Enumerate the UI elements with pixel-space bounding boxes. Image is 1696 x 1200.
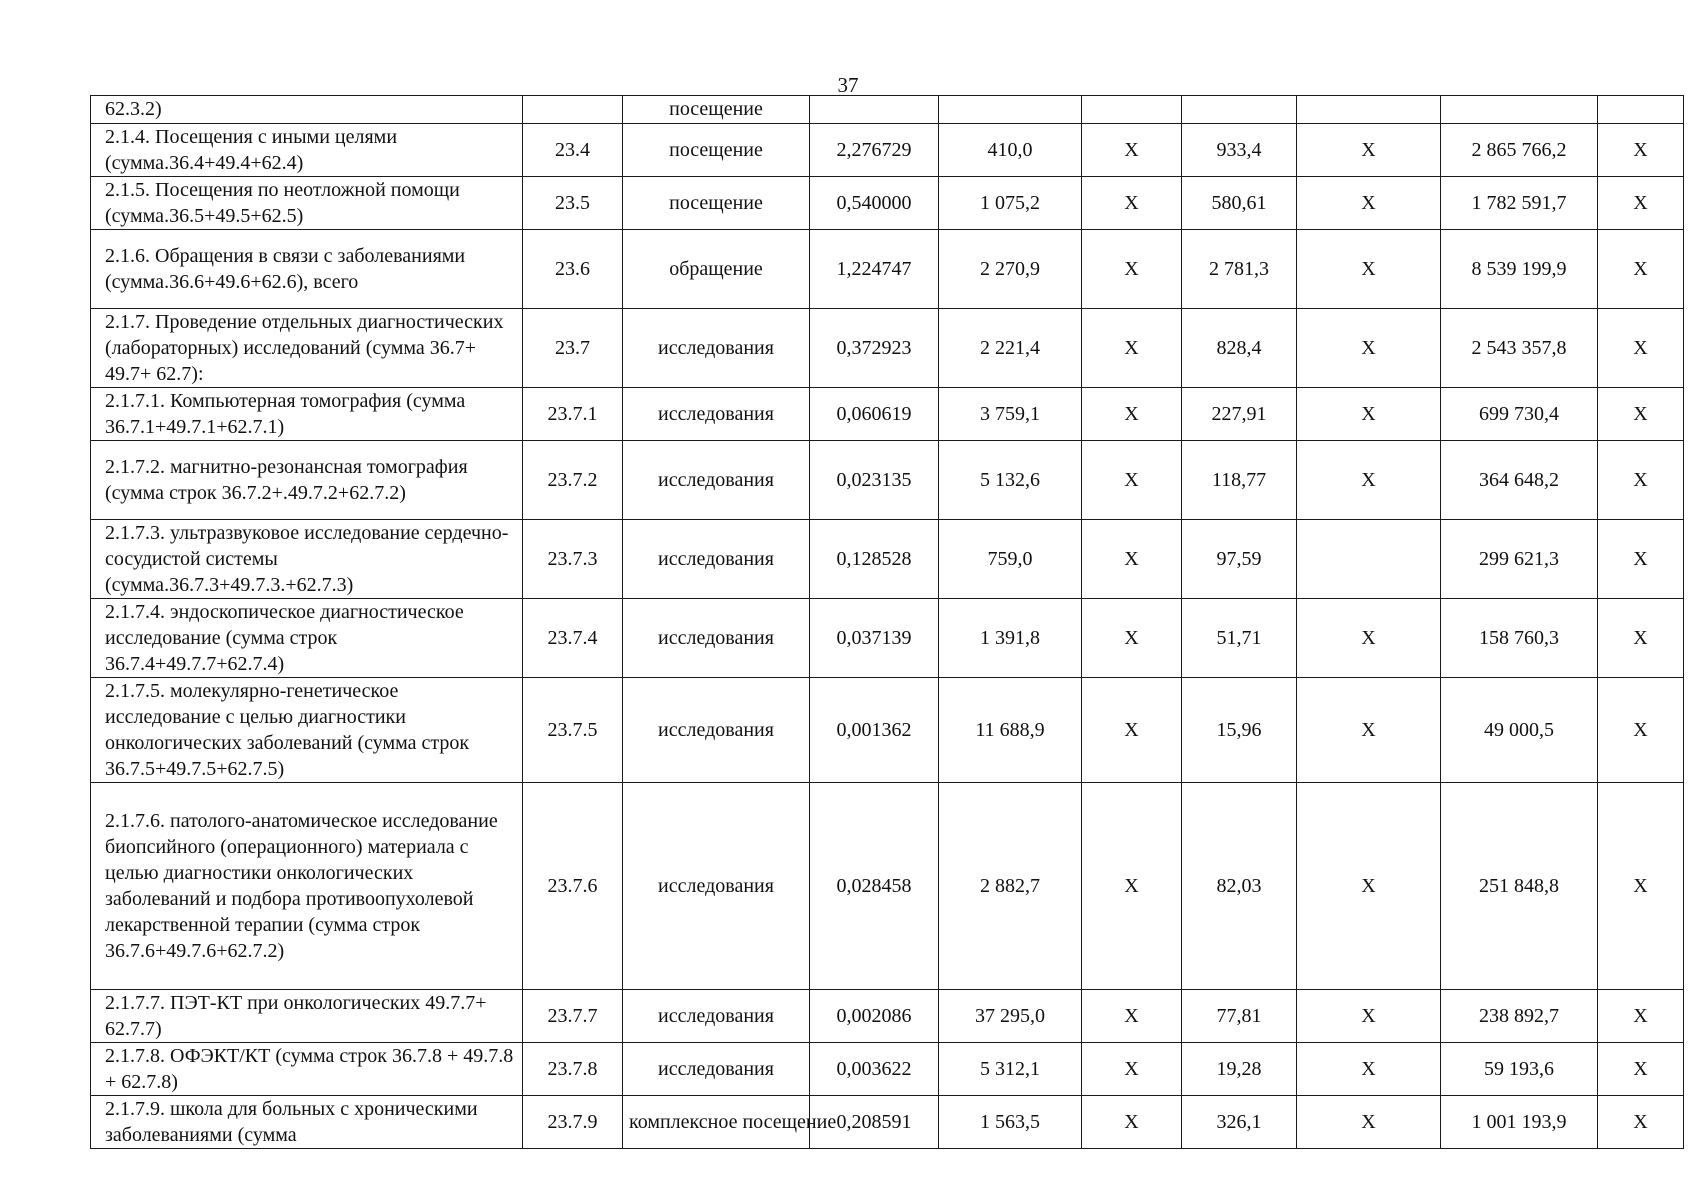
row-unit-cell: исследования — [623, 1043, 810, 1096]
row-volume-cell: 0,037139 — [810, 599, 939, 678]
row-name-cell: 2.1.7.7. ПЭТ-КТ при онкологических 49.7.7+ 62.7.7) — [91, 990, 523, 1043]
row-col9-cell: 59 193,6 — [1441, 1043, 1598, 1096]
table-row — [91, 678, 1684, 783]
table-row — [91, 441, 1684, 520]
row-col7-cell: 933,4 — [1182, 124, 1297, 177]
table-row — [91, 1043, 1684, 1096]
row-col8-cell: X — [1297, 599, 1441, 678]
row-col10-cell: X — [1598, 124, 1684, 177]
row-col7-cell: 82,03 — [1182, 783, 1297, 990]
row-code-cell: 23.7.9 — [523, 1096, 623, 1149]
row-name-cell: 62.3.2) — [91, 96, 523, 124]
table-row — [91, 990, 1684, 1043]
row-col6-cell: X — [1082, 783, 1182, 990]
row-unit-cell: исследования — [623, 309, 810, 388]
row-col6-cell: X — [1082, 678, 1182, 783]
row-col10-cell — [1598, 96, 1684, 124]
row-name-cell: 2.1.7.1. Компьютерная томография (сумма 36.7.1+49.7.1+62.7.1) — [91, 388, 523, 441]
row-volume-cell — [810, 96, 939, 124]
row-col7-cell: 227,91 — [1182, 388, 1297, 441]
row-col10-cell: X — [1598, 783, 1684, 990]
row-col8-cell: X — [1297, 678, 1441, 783]
row-col6-cell: X — [1082, 1096, 1182, 1149]
row-col10-cell: X — [1598, 1043, 1684, 1096]
row-unit-cell: посещение — [623, 96, 810, 124]
row-code-cell: 23.7 — [523, 309, 623, 388]
row-unit-cell: исследования — [623, 388, 810, 441]
row-code-cell: 23.7.2 — [523, 441, 623, 520]
row-unit-cell: исследования — [623, 441, 810, 520]
row-col6-cell: X — [1082, 309, 1182, 388]
row-col6-cell: X — [1082, 599, 1182, 678]
row-col7-cell: 15,96 — [1182, 678, 1297, 783]
row-cost-cell: 759,0 — [939, 520, 1082, 599]
row-code-cell: 23.6 — [523, 230, 623, 309]
table-row — [91, 96, 1684, 124]
row-col7-cell: 19,28 — [1182, 1043, 1297, 1096]
row-col7-cell: 97,59 — [1182, 520, 1297, 599]
row-col10-cell: X — [1598, 678, 1684, 783]
table-row — [91, 1096, 1684, 1149]
row-code-cell: 23.7.4 — [523, 599, 623, 678]
row-col10-cell: X — [1598, 990, 1684, 1043]
row-unit-cell: исследования — [623, 678, 810, 783]
table-row — [91, 177, 1684, 230]
table-row — [91, 388, 1684, 441]
row-unit-cell: исследования — [623, 599, 810, 678]
table-row — [91, 783, 1684, 990]
row-col7-cell: 2 781,3 — [1182, 230, 1297, 309]
row-col6-cell: X — [1082, 124, 1182, 177]
row-col9-cell: 699 730,4 — [1441, 388, 1598, 441]
row-col8-cell: X — [1297, 177, 1441, 230]
row-col9-cell: 158 760,3 — [1441, 599, 1598, 678]
table-row — [91, 520, 1684, 599]
row-name-cell: 2.1.7.3. ультразвуковое исследование сердечно-сосудистой системы (сумма.36.7.3+49.7.3.+62.7.3) — [91, 520, 523, 599]
row-cost-cell: 3 759,1 — [939, 388, 1082, 441]
row-cost-cell: 11 688,9 — [939, 678, 1082, 783]
row-col9-cell: 2 543 357,8 — [1441, 309, 1598, 388]
row-col6-cell: X — [1082, 177, 1182, 230]
row-volume-cell: 0,208591 — [810, 1096, 939, 1149]
row-code-cell: 23.7.8 — [523, 1043, 623, 1096]
row-col9-cell: 238 892,7 — [1441, 990, 1598, 1043]
row-unit-cell: исследования — [623, 783, 810, 990]
row-code-cell: 23.7.7 — [523, 990, 623, 1043]
row-col8-cell: X — [1297, 124, 1441, 177]
row-name-cell: 2.1.7.8. ОФЭКТ/КТ (сумма строк 36.7.8 + 49.7.8 + 62.7.8) — [91, 1043, 523, 1096]
norms-table — [90, 95, 1684, 1149]
row-col8-cell: X — [1297, 388, 1441, 441]
row-name-cell: 2.1.7.6. патолого-анатомическое исследование биопсийного (операционного) материала с целью диагностики онкологических заболеваний и подбора противоопухолевой лекарственной терапии (сумма строк 36.7.6+49.7.6+62.7.2) — [91, 783, 523, 990]
row-col9-cell: 1 001 193,9 — [1441, 1096, 1598, 1149]
row-volume-cell: 0,128528 — [810, 520, 939, 599]
row-col8-cell: X — [1297, 1043, 1441, 1096]
row-name-cell: 2.1.4. Посещения с иными целями (сумма.36.4+49.4+62.4) — [91, 124, 523, 177]
row-col7-cell: 118,77 — [1182, 441, 1297, 520]
row-code-cell: 23.4 — [523, 124, 623, 177]
row-col8-cell — [1297, 96, 1441, 124]
row-code-cell: 23.7.5 — [523, 678, 623, 783]
row-volume-cell: 0,001362 — [810, 678, 939, 783]
row-col8-cell — [1297, 520, 1441, 599]
row-cost-cell — [939, 96, 1082, 124]
table-row — [91, 124, 1684, 177]
row-col7-cell: 326,1 — [1182, 1096, 1297, 1149]
row-volume-cell: 1,224747 — [810, 230, 939, 309]
row-cost-cell: 2 882,7 — [939, 783, 1082, 990]
table-row — [91, 230, 1684, 309]
row-col6-cell: X — [1082, 388, 1182, 441]
row-volume-cell: 0,028458 — [810, 783, 939, 990]
row-cost-cell: 1 075,2 — [939, 177, 1082, 230]
row-cost-cell: 5 312,1 — [939, 1043, 1082, 1096]
row-cost-cell: 37 295,0 — [939, 990, 1082, 1043]
row-col9-cell: 2 865 766,2 — [1441, 124, 1598, 177]
row-col6-cell: X — [1082, 520, 1182, 599]
row-code-cell: 23.7.3 — [523, 520, 623, 599]
row-col10-cell: X — [1598, 599, 1684, 678]
row-col9-cell: 1 782 591,7 — [1441, 177, 1598, 230]
page-number: 37 — [837, 73, 859, 97]
row-col7-cell: 828,4 — [1182, 309, 1297, 388]
row-cost-cell: 1 563,5 — [939, 1096, 1082, 1149]
row-col10-cell: X — [1598, 230, 1684, 309]
row-col8-cell: X — [1297, 783, 1441, 990]
row-code-cell: 23.7.1 — [523, 388, 623, 441]
row-col6-cell: X — [1082, 441, 1182, 520]
row-col7-cell: 580,61 — [1182, 177, 1297, 230]
row-cost-cell: 5 132,6 — [939, 441, 1082, 520]
row-col10-cell: X — [1598, 441, 1684, 520]
row-volume-cell: 0,372923 — [810, 309, 939, 388]
row-col8-cell: X — [1297, 230, 1441, 309]
row-name-cell: 2.1.5. Посещения по неотложной помощи (сумма.36.5+49.5+62.5) — [91, 177, 523, 230]
row-col10-cell: X — [1598, 309, 1684, 388]
row-volume-cell: 0,003622 — [810, 1043, 939, 1096]
row-volume-cell: 0,540000 — [810, 177, 939, 230]
row-code-cell: 23.5 — [523, 177, 623, 230]
row-name-cell: 2.1.7. Проведение отдельных диагностических (лабораторных) исследований (сумма 36.7+ 49.7+ 62.7): — [91, 309, 523, 388]
row-col10-cell: X — [1598, 177, 1684, 230]
row-unit-cell: комплексное посещение — [623, 1096, 810, 1149]
row-col8-cell: X — [1297, 441, 1441, 520]
row-cost-cell: 2 221,4 — [939, 309, 1082, 388]
row-name-cell: 2.1.7.4. эндоскопическое диагностическое исследование (сумма строк 36.7.4+49.7.7+62.7.4) — [91, 599, 523, 678]
row-col7-cell: 51,71 — [1182, 599, 1297, 678]
row-col9-cell: 49 000,5 — [1441, 678, 1598, 783]
row-volume-cell: 0,002086 — [810, 990, 939, 1043]
row-volume-cell: 0,060619 — [810, 388, 939, 441]
row-col6-cell: X — [1082, 1043, 1182, 1096]
row-col9-cell: 364 648,2 — [1441, 441, 1598, 520]
row-name-cell: 2.1.6. Обращения в связи с заболеваниями (сумма.36.6+49.6+62.6), всего — [91, 230, 523, 309]
row-col7-cell — [1182, 96, 1297, 124]
row-cost-cell: 1 391,8 — [939, 599, 1082, 678]
row-unit-cell: исследования — [623, 990, 810, 1043]
row-cost-cell: 2 270,9 — [939, 230, 1082, 309]
row-col9-cell: 299 621,3 — [1441, 520, 1598, 599]
row-col9-cell — [1441, 96, 1598, 124]
row-col9-cell: 8 539 199,9 — [1441, 230, 1598, 309]
row-col6-cell: X — [1082, 990, 1182, 1043]
row-col8-cell: X — [1297, 1096, 1441, 1149]
row-unit-cell: посещение — [623, 124, 810, 177]
row-code-cell — [523, 96, 623, 124]
row-col8-cell: X — [1297, 309, 1441, 388]
row-code-cell: 23.7.6 — [523, 783, 623, 990]
table-row — [91, 599, 1684, 678]
row-unit-cell: исследования — [623, 520, 810, 599]
row-name-cell: 2.1.7.9. школа для больных с хроническими заболеваниями (сумма — [91, 1096, 523, 1149]
row-name-cell: 2.1.7.5. молекулярно-генетическое исследование с целью диагностики онкологических заболеваний (сумма строк 36.7.5+49.7.5+62.7.5) — [91, 678, 523, 783]
row-col6-cell — [1082, 96, 1182, 124]
row-col10-cell: X — [1598, 1096, 1684, 1149]
row-volume-cell: 2,276729 — [810, 124, 939, 177]
row-col9-cell: 251 848,8 — [1441, 783, 1598, 990]
row-volume-cell: 0,023135 — [810, 441, 939, 520]
row-unit-cell: обращение — [623, 230, 810, 309]
row-col6-cell: X — [1082, 230, 1182, 309]
row-col10-cell: X — [1598, 520, 1684, 599]
row-col8-cell: X — [1297, 990, 1441, 1043]
row-name-cell: 2.1.7.2. магнитно-резонансная томография (сумма строк 36.7.2+.49.7.2+62.7.2) — [91, 441, 523, 520]
row-col10-cell: X — [1598, 388, 1684, 441]
row-unit-cell: посещение — [623, 177, 810, 230]
table-row — [91, 309, 1684, 388]
row-col7-cell: 77,81 — [1182, 990, 1297, 1043]
row-cost-cell: 410,0 — [939, 124, 1082, 177]
